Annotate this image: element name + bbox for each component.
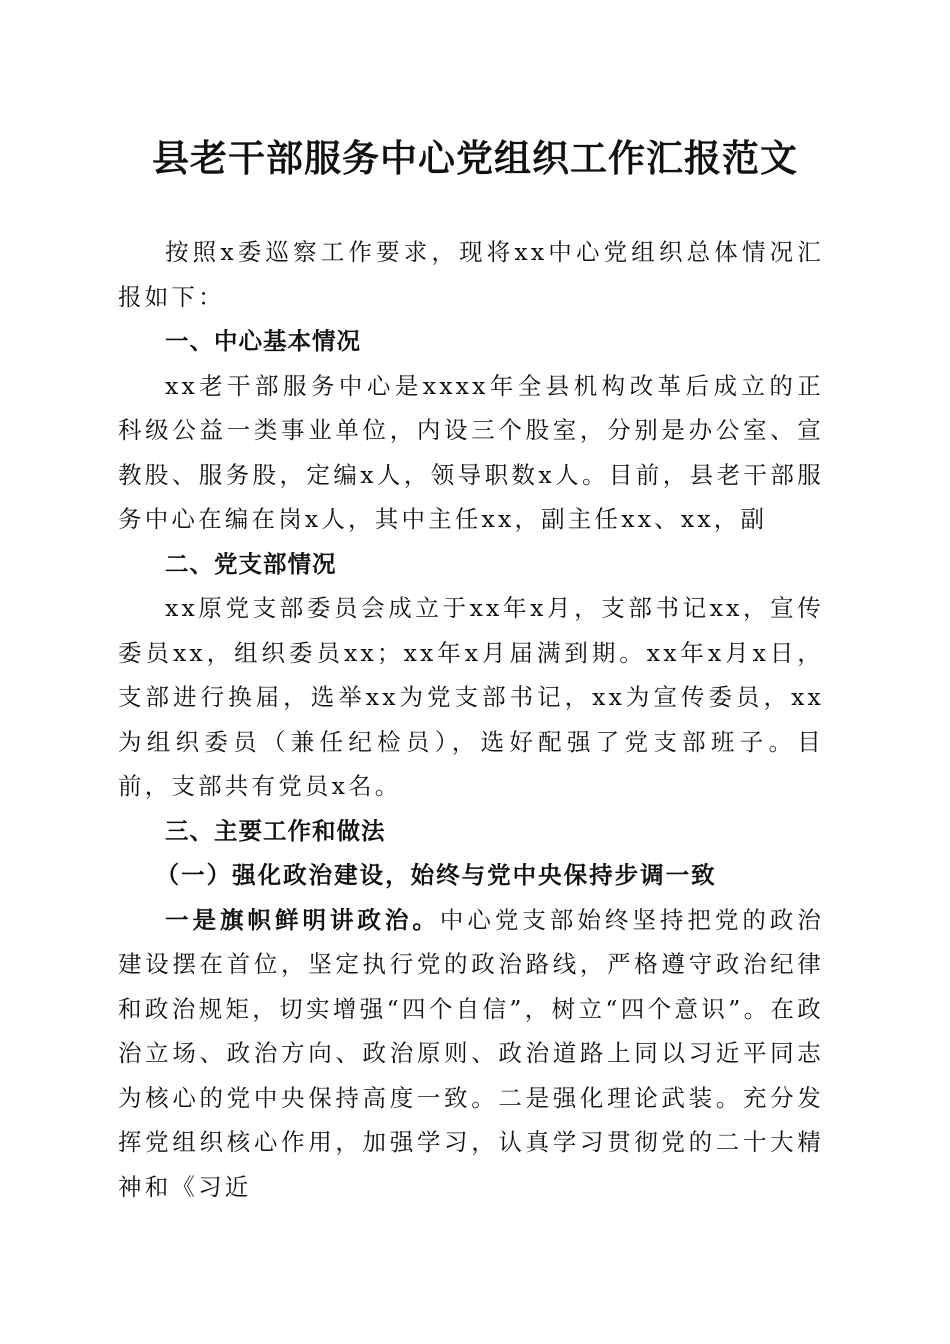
section-heading-main-work: 三、主要工作和做法 (165, 816, 386, 845)
paragraph-body: 中心党支部始终坚持把党的政治建设摆在首位，坚定执行党的政治路线，严格遵守政治纪律和政治规矩，切实增强“四个自信”，树立“四个意识”。在政治立场、政治方向、政治原则、政治道路上同以习近平同志为核心的党中央保持高度一致。二是强化理论武装。充分发挥党组织核心作用，加强学习，认真学习贯彻党的二十大精神和《习近 (118, 905, 825, 1201)
subsection-heading-political: （一）强化政治建设，始终与党中央保持步调一致 (155, 861, 717, 889)
section-heading-party-branch: 二、党支部情况 (165, 549, 337, 578)
section-heading-basic-info: 一、中心基本情况 (165, 327, 361, 355)
paragraph-lead: 一是旗帜鲜明讲政治。 (165, 905, 440, 934)
section-paragraph-basic-info: xx老干部服务中心是xxxx年全县机构改革后成立的正科级公益一类事业单位，内设三个股室，分别是办公室、宣教股、服务股，定编x人，领导职数x人。目前，县老干部服务中心在编在岗x人，其中主任xx，副主任xx、xx，副 (118, 371, 824, 533)
document-body (118, 230, 824, 1209)
document-title: 县老干部服务中心党组织工作汇报范文 (152, 136, 798, 180)
section-paragraph-main-work (118, 898, 824, 1210)
intro-paragraph: 按照x委巡察工作要求，现将xx中心党组织总体情况汇报如下： (118, 238, 824, 311)
section-paragraph-party-branch: xx原党支部委员会成立于xx年x月，支部书记xx，宣传委员xx，组织委员xx；xx年x月届满到期。xx年x月x日，支部进行换届，选举xx为党支部书记，xx为宣传委员，xx为组织委员（兼任纪检员），选好配强了党支部班子。目前，支部共有党员x名。 (118, 594, 824, 800)
